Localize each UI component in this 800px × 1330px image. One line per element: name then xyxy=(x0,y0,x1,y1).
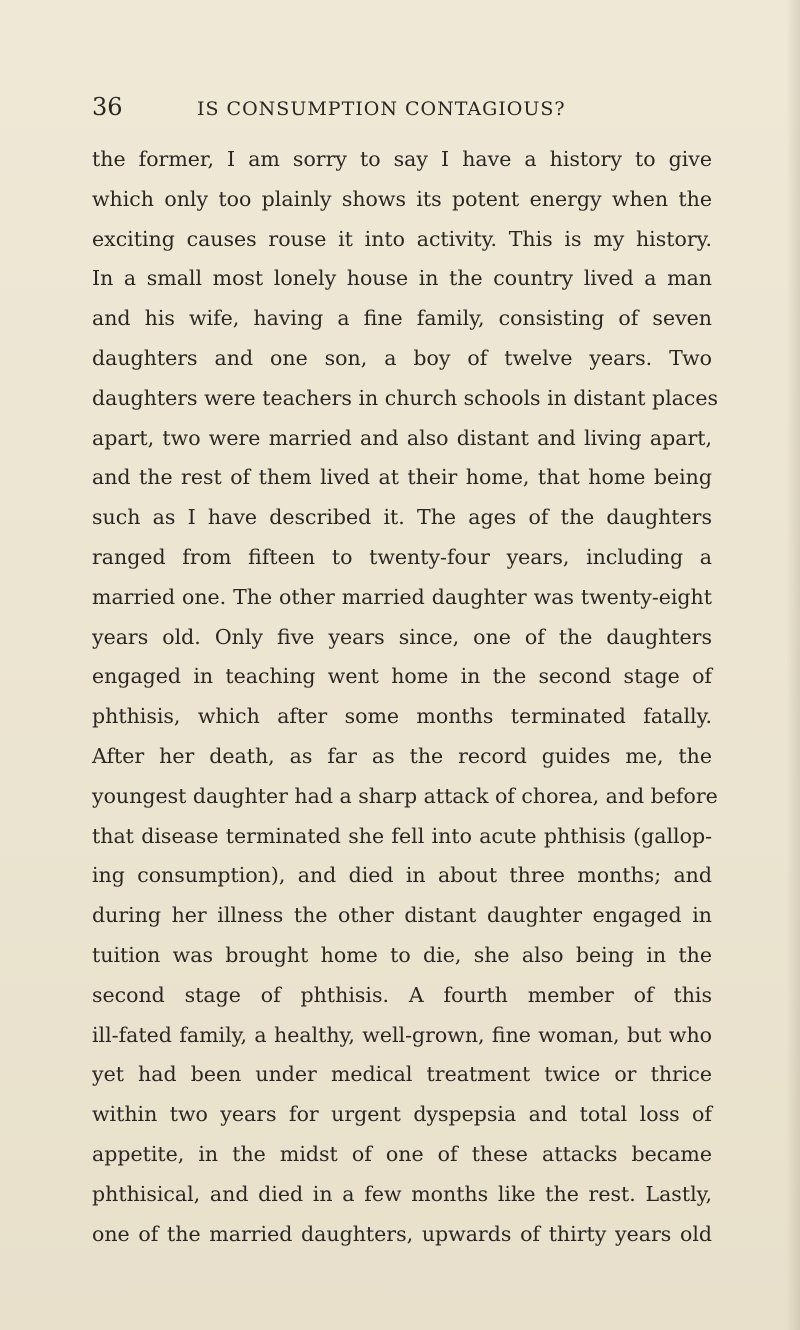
text-line: which only too plainly shows its potent energy when the xyxy=(92,186,712,211)
text-line: daughters were teachers in church schools in distant places xyxy=(92,385,719,410)
text-line: the former, I am sorry to say I have a history to give xyxy=(92,147,712,171)
text-line: After her death, as far as the record guides me, the xyxy=(92,743,712,768)
page-edge-shadow xyxy=(786,0,800,1330)
text-line: phthisical, and died in a few months like the rest. Lastly, xyxy=(92,1181,712,1206)
text-line: engaged in teaching went home in the second stage of xyxy=(92,664,712,689)
text-line: ill-fated family, a healthy, well-grown, fine woman, but who xyxy=(92,1022,712,1047)
text-line: In a small most lonely house in the country lived a man xyxy=(92,266,712,291)
page-header xyxy=(92,92,732,122)
text-line: tuition was brought home to die, she also being in the xyxy=(92,942,712,967)
text-line: years old. Only five years since, one of the daughters xyxy=(92,624,712,649)
text-line: yet had been under medical treatment twice or thrice xyxy=(92,1062,712,1087)
text-line: during her illness the other distant daughter engaged in xyxy=(92,903,712,928)
text-line: married one. The other married daughter was twenty-eight xyxy=(92,584,712,609)
text-line: exciting causes rouse it into activity. This is my history. xyxy=(92,226,712,251)
text-line: appetite, in the midst of one of these attacks became xyxy=(92,1141,712,1166)
text-line: ranged from fifteen to twenty-four years, including a xyxy=(92,544,712,569)
page-number: 36 xyxy=(92,93,123,121)
text-line: within two years for urgent dyspepsia and total loss of xyxy=(92,1102,712,1127)
running-head: IS CONSUMPTION CONTAGIOUS? xyxy=(197,98,566,120)
body-paragraph xyxy=(92,140,719,1254)
text-line: one of the married daughters, upwards of thirty years old xyxy=(92,1221,712,1246)
text-line: phthisis, which after some months terminated fatally. xyxy=(92,704,712,729)
text-line: ing consumption), and died in about three months; and xyxy=(92,863,712,888)
text-line: second stage of phthisis. A fourth member of this xyxy=(92,982,712,1007)
text-line: such as I have described it. The ages of the daughters xyxy=(92,505,712,530)
text-line: that disease terminated she fell into acute phthisis (gallop- xyxy=(92,823,712,848)
text-line: youngest daughter had a sharp attack of chorea, and before xyxy=(92,783,718,808)
text-line: daughters and one son, a boy of twelve years. Two xyxy=(92,345,712,370)
text-line: and his wife, having a fine family, consisting of seven xyxy=(92,306,712,331)
text-line: apart, two were married and also distant and living apart, xyxy=(92,425,712,450)
text-line: and the rest of them lived at their home, that home being xyxy=(92,465,712,490)
